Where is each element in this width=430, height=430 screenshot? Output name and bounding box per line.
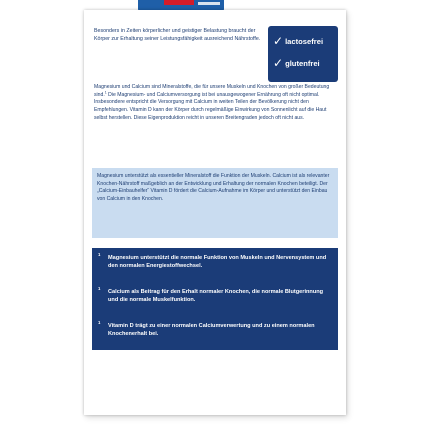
claim-footnote-mark: 1 [98, 320, 101, 325]
claim-footnote-mark: 1 [98, 286, 101, 291]
health-claims-panel [92, 248, 338, 350]
intro-text: Besonders in Zeiten körperlicher und geistiger Belastung braucht der Körper zur Erhaltung seiner Leistungsfähigkeit ausreichend Nährstoffe. [94, 28, 261, 42]
logo-light-bar [198, 2, 220, 5]
product-description [94, 84, 338, 122]
highlight-panel [92, 168, 338, 238]
health-claim-magnesium [98, 254, 330, 270]
description-part-1: Magnesium und Calcium sind Mineralstoffe, die für unsere Muskeln und Knochen von großer Bedeutung sind. [94, 84, 330, 98]
description-part-2: Die Magnesium- und Calciumversorgung ist bei unausgewogener Ernährung oft nicht optimal. Insbesondere entspricht die Versorgung mit Calcium in weiten Teilen der Bevölkerung nicht den Empfehlungen. Vitamin D kann der Körper durch regelmäßige Einwirkung von Sonnenlicht auf die Haut selbst herstellen. Diese Eigenproduktion reicht in unseren Breitengraden jedoch oft nicht aus. [94, 91, 327, 121]
claim-text: Vitamin D trägt zu einer normalen Calciumverwertung und zu einem normalen Knochenerhalt bei. [108, 323, 315, 338]
highlight-text: Magnesium unterstützt als essentieller Mineralstoff die Funktion der Muskeln. Calcium ist als relevanter Knochen-Nährstoff maßgeblich an der Entwicklung und Erhaltung der normalen Knochen beteiligt. Der „Calcium-Einbauhelfer“ Vitamin D fördert die Calcium-Aufnahme im Körper und unterstützt den Einbau von Calcium in den Knochen. [97, 173, 330, 202]
free-from-badge [268, 26, 338, 82]
badge-label-lactose: lactosefrei [285, 36, 324, 46]
badge-row-lactose [273, 34, 323, 48]
claim-footnote-mark: 1 [98, 252, 101, 257]
check-icon: ✓ [273, 34, 284, 48]
health-claim-vitamin-d [98, 322, 330, 338]
package-back-panel [84, 10, 346, 415]
footnote-mark: 1 [104, 89, 107, 94]
health-claim-calcium [98, 288, 330, 304]
badge-row-gluten [273, 56, 320, 70]
claim-text: Magnesium unterstützt die normale Funktion von Muskeln und Nervensystem und den normalen Energiestoffwechsel. [108, 255, 327, 270]
badge-label-gluten: glutenfrei [285, 58, 320, 68]
logo-red-bar [164, 0, 194, 5]
check-icon: ✓ [273, 56, 284, 70]
claim-text: Calcium als Beitrag für den Erhalt normaler Knochen, die normale Blutgerinnung und die normale Muskelfunktion. [108, 289, 324, 304]
